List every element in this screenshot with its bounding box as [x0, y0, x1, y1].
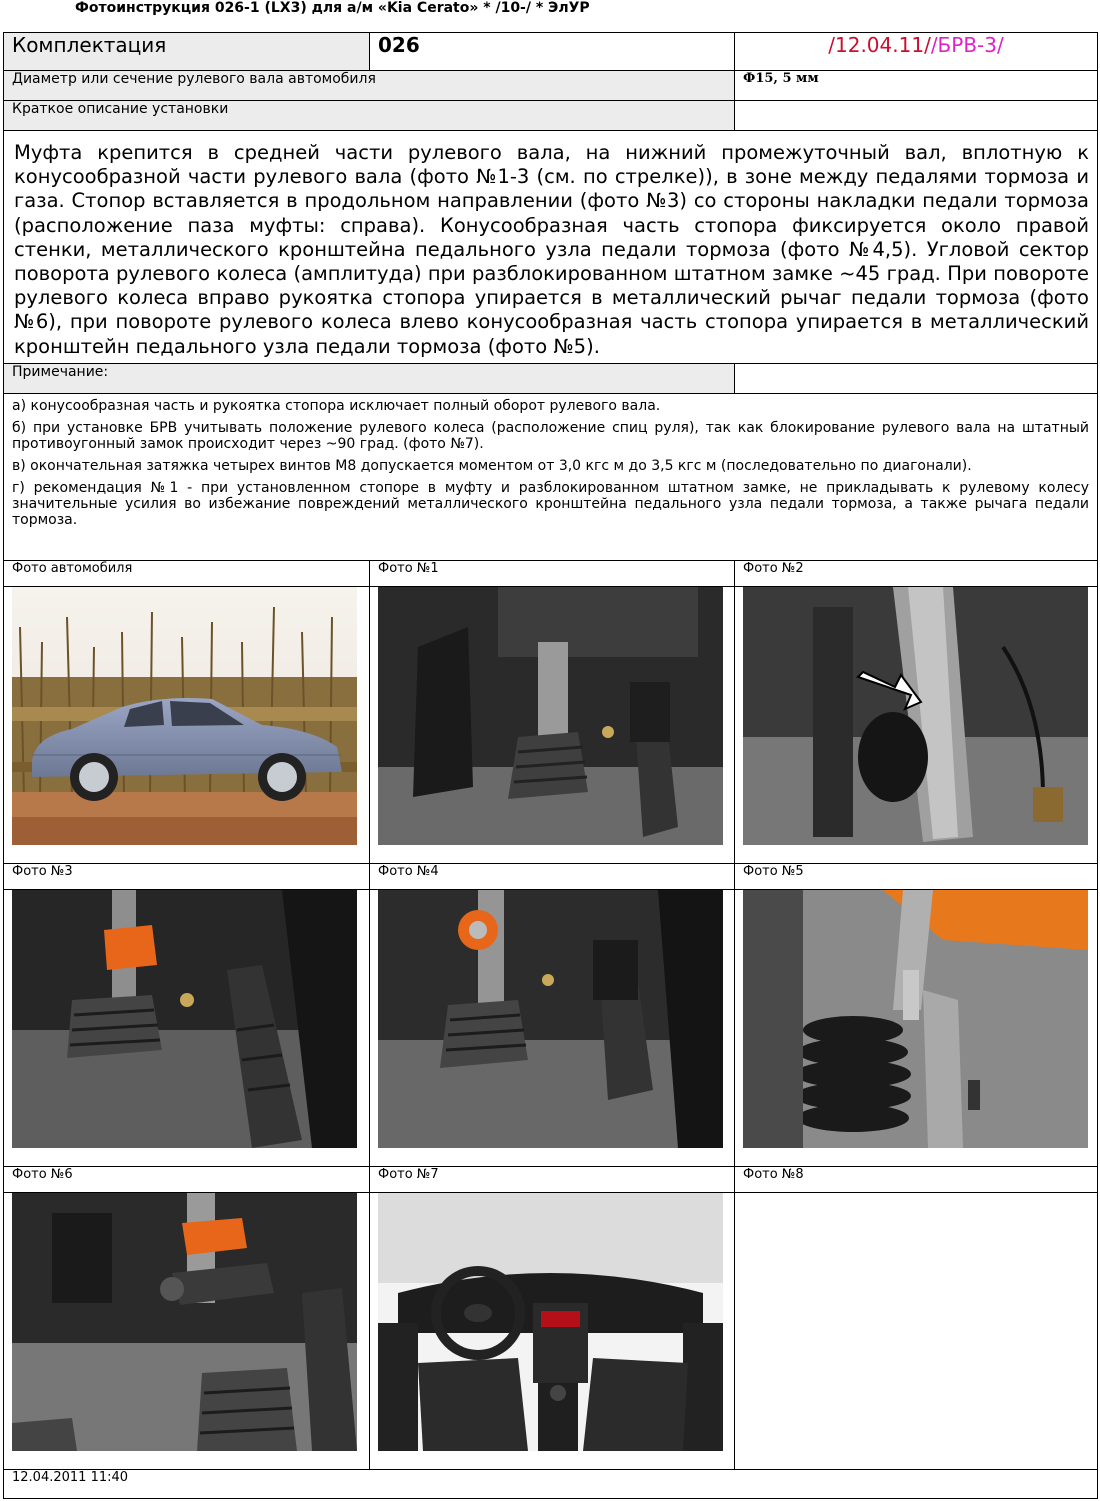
caption-photo-1: Фото №1 — [370, 561, 735, 587]
photo-4-cell — [370, 890, 735, 1167]
version-cell — [735, 33, 1098, 71]
caption-photo-5: Фото №5 — [735, 864, 1098, 890]
photo-6-cell — [4, 1193, 370, 1470]
version-code: /БРВ-3/ — [930, 33, 1004, 57]
photo-7-cell — [370, 1193, 735, 1470]
footer-date: 12.04.2011 11:40 — [4, 1470, 1098, 1499]
photo-8-empty-cell — [735, 1193, 1098, 1470]
caption-photo-6: Фото №6 — [4, 1167, 370, 1193]
note-label: Примечание: — [4, 364, 735, 394]
notes-block — [4, 394, 1098, 561]
car-photo-cell — [4, 587, 370, 864]
instruction-table — [3, 32, 1098, 1499]
caption-photo-7: Фото №7 — [370, 1167, 735, 1193]
photo-1-cell — [370, 587, 735, 864]
photo-3-cell — [4, 890, 370, 1167]
shaft-label: Диаметр или сечение рулевого вала автомобиля — [4, 71, 735, 101]
note-empty-cell — [735, 364, 1098, 394]
caption-photo-4: Фото №4 — [370, 864, 735, 890]
kit-value: 026 — [370, 33, 735, 71]
photo-2 — [743, 587, 1088, 845]
summary-label: Краткое описание установки — [4, 101, 735, 131]
caption-photo-8: Фото №8 — [735, 1167, 1098, 1193]
photo-5-cell — [735, 890, 1098, 1167]
caption-car-photo: Фото автомобиля — [4, 561, 370, 587]
photo-2-cell — [735, 587, 1098, 864]
summary-empty-cell — [735, 101, 1098, 131]
version-date: /12.04.11/ — [828, 33, 931, 57]
document-title: Фотоинструкция 026-1 (LX3) для а/м «Kia Cerato» * /10-/ * ЭлУР — [75, 0, 590, 16]
note-b: б) при установке БРВ учитывать положение рулевого колеса (расположение спиц руля), так как блокирование рулевого вала на штатный противоугонный замок происходит через ~90 град. (фото №7). — [12, 420, 1089, 452]
photo-7 — [378, 1193, 723, 1451]
car-photo — [12, 587, 357, 845]
kit-label: Комплектация — [4, 33, 370, 71]
caption-photo-2: Фото №2 — [735, 561, 1098, 587]
photo-4 — [378, 890, 723, 1148]
note-a: а) конусообразная часть и рукоятка стопора исключает полный оборот рулевого вала. — [12, 398, 661, 414]
photo-6 — [12, 1193, 357, 1451]
caption-photo-3: Фото №3 — [4, 864, 370, 890]
installation-description: Муфта крепится в средней части рулевого вала, на нижний промежуточный вал, вплотную к конусообразной части рулевого вала (фото №1-3 (см. по стрелке)), в зоне между педалями тормоза и газа. Стопор вставляется в продольном направлении (фото №3) со стороны накладки педали тормоза (расположение паза муфты: справа). Конусообразная часть стопора фиксируется около правой стенки, металлического кронштейна педального узла педали тормоза (фото №4,5). Угловой сектор поворота рулевого колеса (амплитуда) при разблокированном штатном замке ~45 град. При повороте рулевого колеса вправо рукоятка стопора упирается в металлический рычаг педали тормоза (фото №6), при повороте рулевого колеса влево конусообразная часть стопора упирается в металлический кронштейн педального узла педали тормоза (фото №5). — [4, 131, 1098, 364]
note-c: в) окончательная затяжка четырех винтов М8 допускается моментом от 3,0 кгс м до 3,5 кгс м (последовательно по диагонали). — [12, 458, 972, 474]
note-d: г) рекомендация №1 - при установленном стопоре в муфту и разблокированном штатном замке, не прикладывать к рулевому колесу значительные усилия во избежание повреждений металлического кронштейна педального узла педали тормоза, а также рычага педали тормоза. — [12, 480, 1089, 528]
photo-3 — [12, 890, 357, 1148]
photo-1 — [378, 587, 723, 845]
shaft-value: Ф15, 5 мм — [735, 71, 1098, 101]
photo-5 — [743, 890, 1088, 1148]
